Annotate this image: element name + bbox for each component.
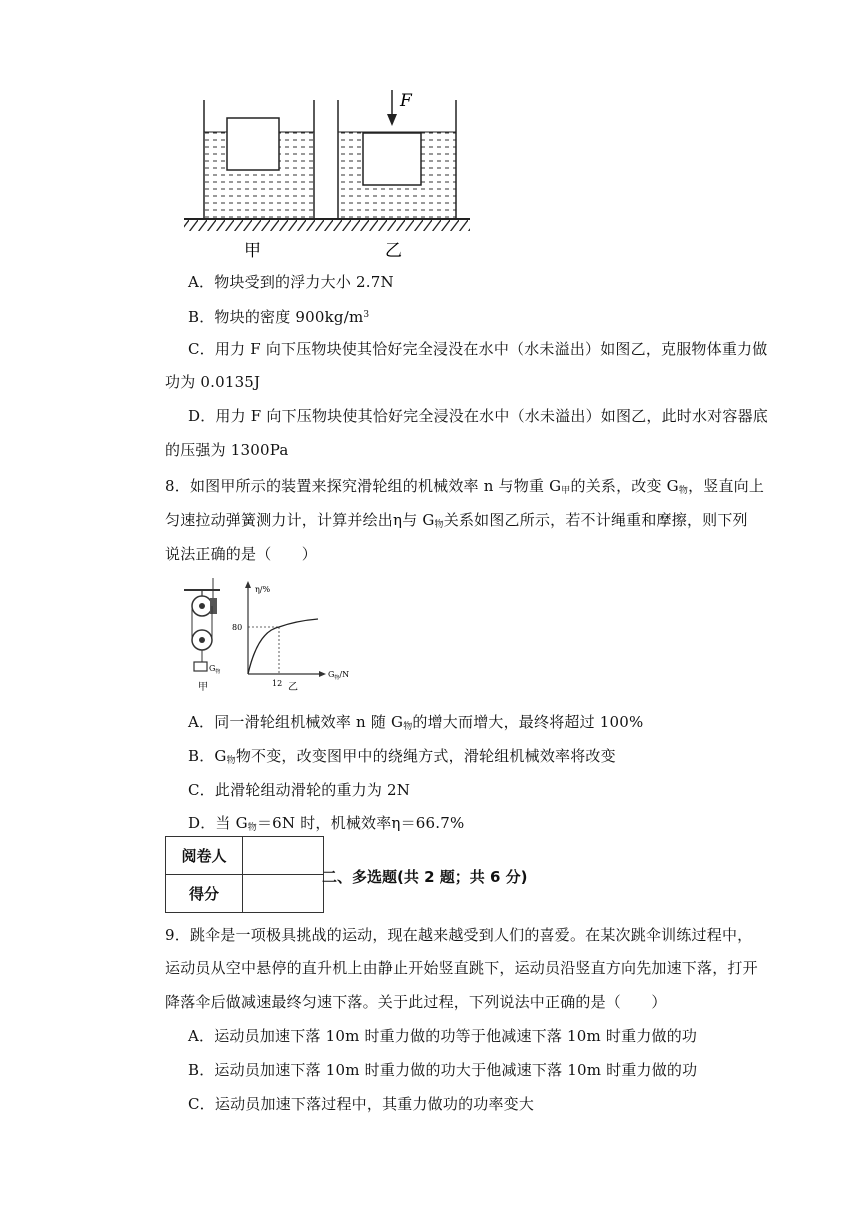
reviewer-field[interactable]: [243, 837, 324, 875]
q7-option-b: B．物块的密度 $900kg/m^3$: [188, 308, 370, 326]
q9-stem-line2: 运动员从空中悬停的直升机上由静止开始竖直跳下，运动员沿竖直方向先加速下落，打开: [165, 959, 758, 977]
score-label: 得分: [166, 875, 243, 913]
label-jia: 甲: [244, 241, 261, 261]
q7-option-d: D．用力 F 向下压物块使其恰好完全浸没在水中（水未溢出）如图乙，此时水对容器底: [188, 407, 768, 425]
q8-stem-line1: 8．如图甲所示的装置来探究滑轮组的机械效率 n 与物重 $G_甲$的关系，改变 $G_物$，竖直向上: [165, 477, 765, 496]
reviewer-label: 阅卷人: [166, 837, 243, 875]
score-field[interactable]: [243, 875, 324, 913]
fig2-label-jia: 甲: [198, 682, 208, 693]
fig2-label-yi: 乙: [288, 682, 298, 693]
x-axis-label: $G_物/N$: [328, 670, 350, 681]
q8-option-b: B．$G_物$物不变，改变图甲中的绕绳方式，滑轮组机械效率将改变: [188, 747, 616, 766]
q7-option-c-cont: 功为 0.0135J: [165, 373, 261, 391]
pulley-efficiency-figure: [178, 578, 358, 696]
eta-axis-label: η/%: [255, 585, 271, 594]
q8-stem-line3: 说法正确的是（ ）: [165, 545, 318, 563]
weight-label: $G_物$: [209, 664, 221, 675]
buoyancy-figure: [180, 88, 470, 263]
q9-option-c: C．运动员加速下落过程中，其重力做功的功率变大: [188, 1095, 535, 1113]
x-tick-12: 12: [272, 679, 283, 688]
q8-stem-line2: 匀速拉动弹簧测力计，计算并绘出η与 $G_物$关系如图乙所示，若不计绳重和摩擦，则下列: [165, 511, 748, 530]
label-yi: 乙: [385, 241, 402, 261]
q8-option-a: A．同一滑轮组机械效率 n 随 $G_物$的增大而增大，最终将超过 100%: [188, 713, 644, 732]
q7-option-a: A．物块受到的浮力大小 2.7N: [188, 273, 394, 291]
grading-table: [165, 836, 324, 913]
q9-option-a: A．运动员加速下落 10m 时重力做的功等于他减速下落 10m 时重力做的功: [188, 1027, 698, 1045]
q9-stem-line1: 9．跳伞是一项极具挑战的运动，现在越来越受到人们的喜爱。在某次跳伞训练过程中，: [165, 926, 753, 944]
q8-option-c: C．此滑轮组动滑轮的重力为 2N: [188, 781, 411, 799]
force-label: F: [400, 91, 412, 111]
q8-option-d: D．当 $G_物=6N$ 时，机械效率η＝66.7%: [188, 814, 465, 833]
y-tick-80: 80: [232, 623, 243, 632]
q9-stem-line3: 降落伞后做减速最终匀速下落。关于此过程，下列说法中正确的是（ ）: [165, 993, 667, 1011]
q9-option-b: B．运动员加速下落 10m 时重力做的功大于他减速下落 10m 时重力做的功: [188, 1061, 698, 1079]
q7-option-c: C．用力 F 向下压物块使其恰好完全浸没在水中（水未溢出）如图乙，克服物体重力做: [188, 340, 768, 358]
q7-option-d-cont: 的压强为 1300Pa: [165, 441, 289, 459]
section-heading: 二、多选题(共 2 题；共 6 分): [322, 868, 528, 886]
